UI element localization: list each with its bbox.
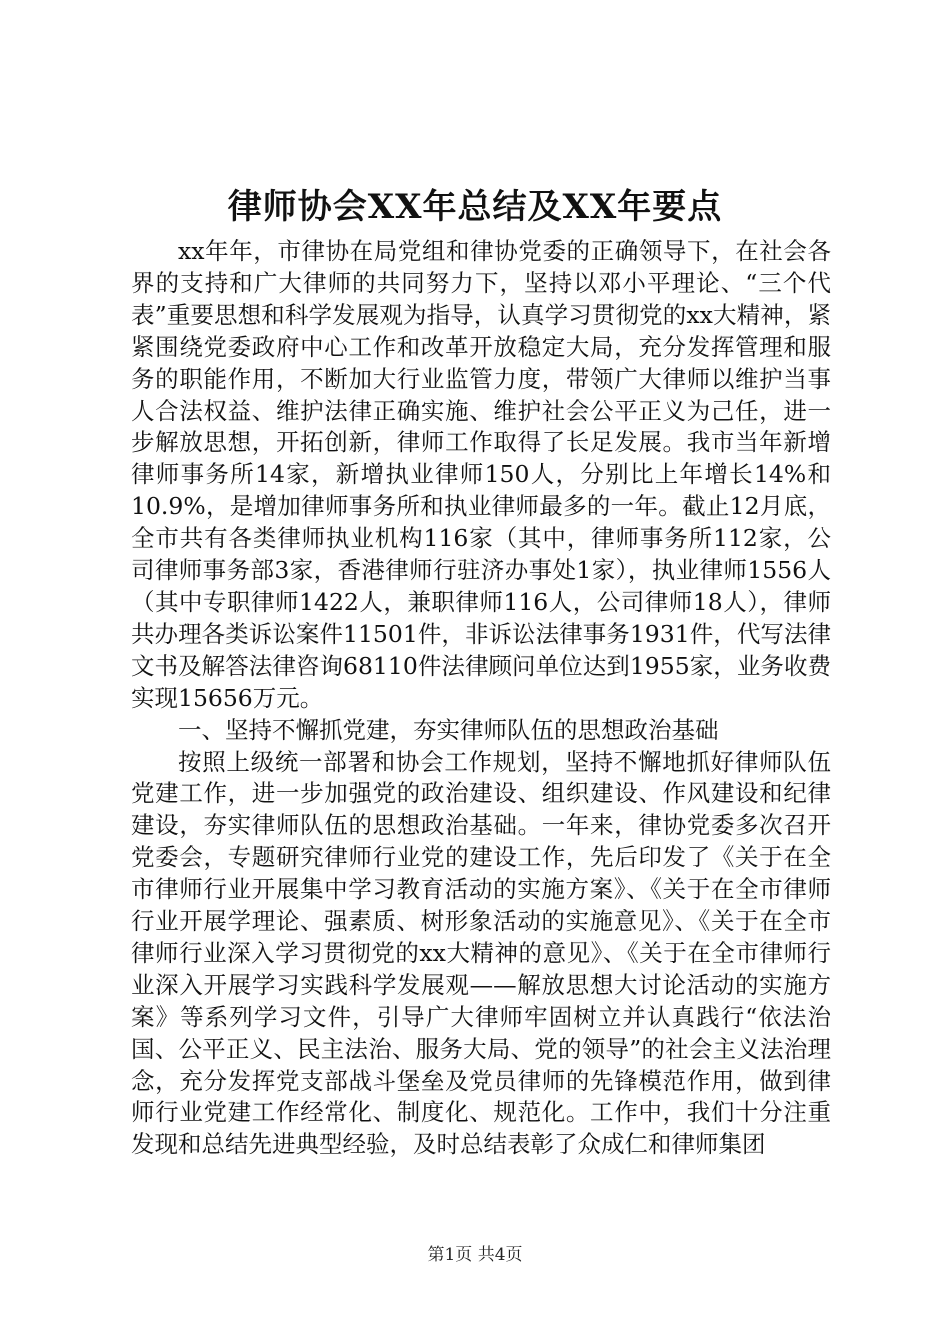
document-body — [131, 236, 831, 1161]
section-heading-1: 一、坚持不懈抓党建，夯实律师队伍的思想政治基础 — [178, 715, 719, 744]
document-title: 律师协会XX年总结及XX年要点 — [227, 187, 723, 227]
paragraph-section-1: 按照上级统一部署和协会工作规划，坚持不懈地抓好律师队伍党建工作，进一步加强党的政治建设、组织建设、作风建设和纪律建设，夯实律师队伍的思想政治基础。一年来，律协党委多次召开党委会，专题研究律师行业党的建设工作，先后印发了《关于在全市律师行业开展集中学习教育活动的实施方案》、《关于在全市律师行业开展学理论、强素质、树形象活动的实施意见》、《关于在全市律师行业深入学习贯彻党的xx大精神的意见》、《关于在全市律师行业深入开展学习实践科学发展观——解放思想大讨论活动的实施方案》等系列学习文件，引导广大律师牢固树立并认真践行“依法治国、公平正义、民主法治、服务大局、党的领导”的社会主义法治理念，充分发挥党支部战斗堡垒及党员律师的先锋模范作用，做到律师行业党建工作经常化、制度化、规范化。工作中，我们十分注重发现和总结先进典型经验，及时总结表彰了众成仁和律师集团 — [131, 747, 831, 1159]
page-number-footer: 第1页 共4页 — [427, 1245, 523, 1265]
paragraph-intro: xx年年，市律协在局党组和律协党委的正确领导下，在社会各界的支持和广大律师的共同努力下，坚持以邓小平理论、“三个代表”重要思想和科学发展观为指导，认真学习贯彻党的xx大精神，紧紧围绕党委政府中心工作和改革开放稳定大局，充分发挥管理和服务的职能作用，不断加大行业监管力度，带领广大律师以维护当事人合法权益、维护法律正确实施、维护社会公平正义为己任，进一步解放思想，开拓创新，律师工作取得了长足发展。我市当年新增律师事务所14家，新增执业律师150人，分别比上年增长14%和10.9%，是增加律师事务所和执业律师最多的一年。截止12月底，全市共有各类律师执业机构116家（其中，律师事务所112家，公司律师事务部3家，香港律师行驻济办事处1家），执业律师1556人（其中专职律师1422人，兼职律师116人，公司律师18人），律师共办理各类诉讼案件11501件，非诉讼法律事务1931件，代写法律文书及解答法律咨询68110件法律顾问单位达到1955家，业务收费实现15656万元。 — [131, 237, 831, 712]
